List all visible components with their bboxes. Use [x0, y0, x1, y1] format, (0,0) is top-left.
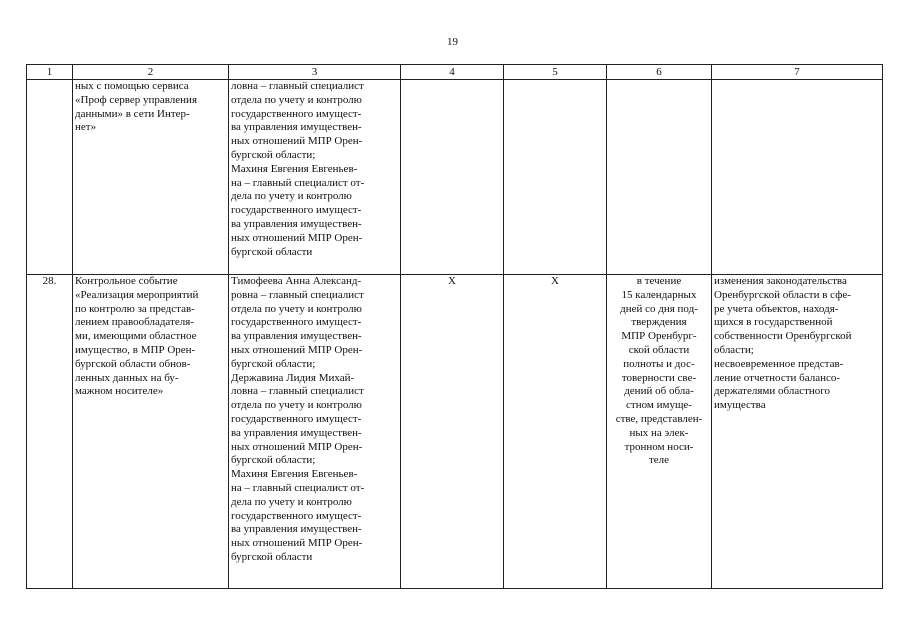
deadline-text: в течение 15 календарных дней со дня под- тверждения МПР Оренбург- ской области полноты и дос- товерности све- дений об обла- стном имуще- стве, представлен- ных на элек- тронном носи- теле — [615, 275, 703, 467]
col5-cell — [504, 80, 607, 275]
column-header-4: 4 — [401, 65, 504, 80]
column-header-3: 3 — [229, 65, 401, 80]
table-row — [27, 275, 883, 589]
col4-cell — [401, 80, 504, 275]
col5-text: Х — [551, 275, 559, 287]
col4-cell — [401, 275, 504, 589]
risks-text: изменения законодательства Оренбургской области в сфе- ре учета объектов, находя- щихся в государственной собственности Оренбургской области; несвоевременное представ- ление отчетности балансо- держателями областного имущества — [714, 275, 852, 412]
column-header-7: 7 — [712, 65, 883, 80]
responsible-text: ловна – главный специалист отдела по учету и контролю государственного имущест- ва управления имуществен- ных отношений МПР Орен- бургской области; Махиня Евгения Евгеньев- на – главный специалист от- дела по учету и контролю государственного имущест- ва управления имуществен- ных отношений МПР Орен- бургской области — [231, 80, 365, 258]
column-header-1: 1 — [27, 65, 73, 80]
event-cell — [73, 275, 229, 589]
table-row — [27, 80, 883, 275]
column-header-5: 5 — [504, 65, 607, 80]
responsible-cell — [229, 275, 401, 589]
row-number-text: 28. — [42, 275, 57, 287]
risks-cell — [712, 275, 883, 589]
event-text: ных с помощью сервиса «Проф сервер управления данными» в сети Интер- нет» — [75, 80, 198, 134]
col5-cell — [504, 275, 607, 589]
row-number — [27, 275, 73, 589]
page-number: 19 — [447, 36, 458, 48]
event-cell — [73, 80, 229, 275]
risk-table — [26, 64, 883, 589]
row-number — [27, 80, 73, 275]
responsible-cell — [229, 80, 401, 275]
column-header-6: 6 — [607, 65, 712, 80]
column-number-row — [27, 65, 883, 80]
column-header-2: 2 — [73, 65, 229, 80]
col4-text: Х — [448, 275, 456, 287]
deadline-cell — [607, 80, 712, 275]
deadline-cell — [607, 275, 712, 589]
responsible-text: Тимофеева Анна Александ- ровна – главный специалист отдела по учету и контролю государственного имущест- ва управления имуществен- ных отношений МПР Орен- бургской области; Державина Лидия Михай- ловна – главный специалист отдела по учету и контролю государственного имущест- ва управления имуществен- ных отношений МПР Орен- бургской области; Махиня Евгения Евгеньев- на – главный специалист от- дела по учету и контролю государственного имущест- ва управления имуществен- ных отношений МПР Орен- бургской области — [231, 275, 365, 563]
event-text: Контрольное событие «Реализация мероприятий по контролю за представ- лением правообладателя- ми, имеющими областное имущество, в МПР Орен- бургской области обнов- ленных данных на бу- мажном носителе» — [75, 275, 199, 398]
risks-cell — [712, 80, 883, 275]
